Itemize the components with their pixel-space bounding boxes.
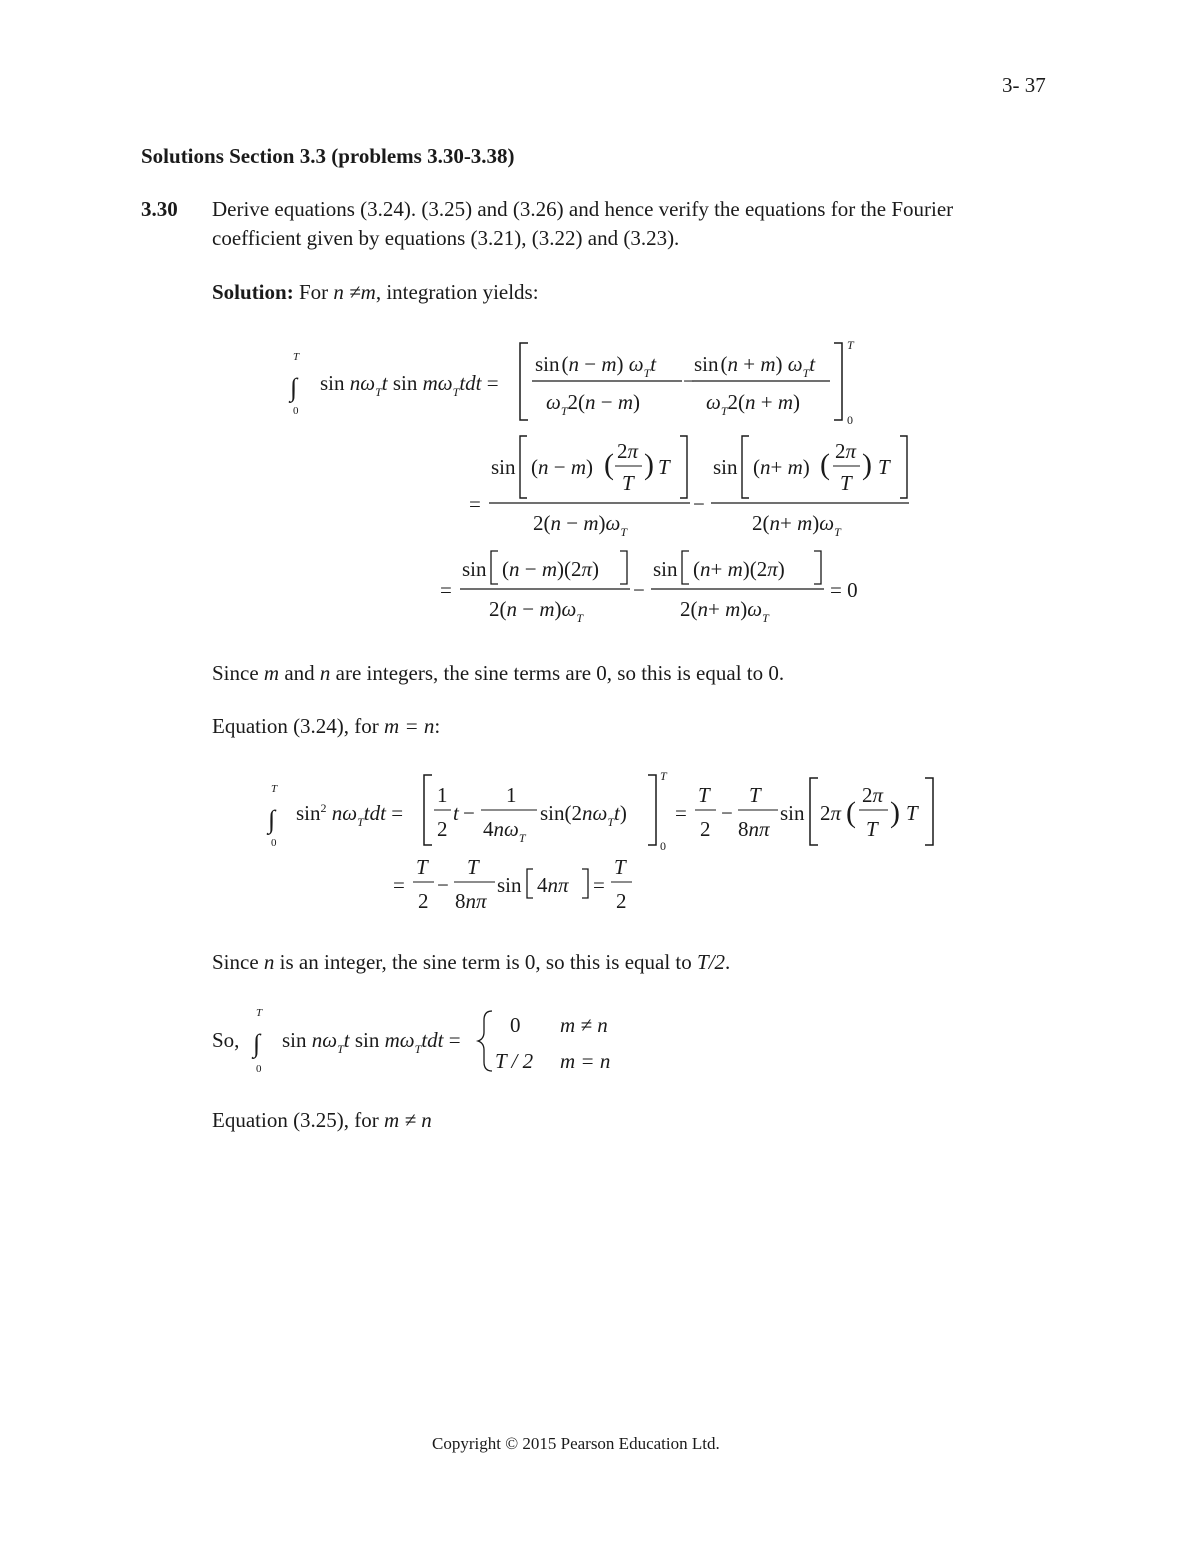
so-label: So, xyxy=(212,1028,240,1052)
svg-text:8nπ: 8nπ xyxy=(455,889,487,913)
svg-text:−: − xyxy=(633,578,645,602)
svg-text:sin2 nωTtdt =: $\sin^2 n\omega_Ttdt$ = xyxy=(296,801,404,829)
svg-text:sin: sin xyxy=(653,557,678,581)
case2-condition: m = n xyxy=(560,1049,611,1073)
svg-text:T: T xyxy=(749,783,761,807)
note2-post: . xyxy=(725,950,731,974)
case1-condition: m ≠ n xyxy=(560,1013,608,1037)
svg-text:0: 0 xyxy=(847,413,853,427)
svg-text:0: 0 xyxy=(256,1063,262,1075)
svg-text:2π: 2π xyxy=(820,801,842,825)
svg-text:=: = xyxy=(393,873,405,897)
svg-text:4nωT: $4n\omega_T$ xyxy=(483,817,526,845)
svg-text:−: − xyxy=(721,801,733,825)
section-title: Solutions Section 3.3 (problems 3.30-3.38) xyxy=(141,144,515,168)
svg-text:∫: ∫ xyxy=(268,805,276,834)
svg-text:sin: sin xyxy=(713,455,738,479)
eq324-post: : xyxy=(434,714,441,738)
svg-text:T: T xyxy=(840,471,852,495)
svg-text:sin: sin xyxy=(780,801,805,825)
svg-text:2: 2 xyxy=(418,889,429,913)
eq325-pre: Equation (3.25), for xyxy=(212,1108,385,1132)
svg-text:sin: sin xyxy=(491,455,516,479)
eq324-pre: Equation (3.24), for xyxy=(212,714,385,738)
svg-text:2: 2 xyxy=(437,817,448,841)
svg-text:−: − xyxy=(693,492,705,516)
svg-text:sin(n − m) ωTt: sin(n − m) $\omega_Tt$ xyxy=(535,352,657,380)
svg-text:T: T xyxy=(293,351,300,363)
problem-number: 3.30 xyxy=(141,197,178,221)
svg-text:=: = xyxy=(593,873,605,897)
svg-text:∫: ∫ xyxy=(253,1029,261,1058)
svg-text:2(n − m)ωT: $2(n - m)\omega_T$ xyxy=(533,511,628,539)
svg-text:T: T xyxy=(416,855,428,879)
note2-n: n xyxy=(263,950,275,974)
svg-text:T: T xyxy=(847,338,854,352)
solution-label: Solution: xyxy=(212,280,294,304)
svg-text:= 0: = 0 xyxy=(830,578,858,602)
note2-pre: Since xyxy=(212,950,264,974)
solution-intro-condition: n ≠m xyxy=(333,280,376,304)
svg-text:): ) xyxy=(644,448,654,481)
svg-text:T: T xyxy=(614,855,626,879)
svg-text:(n − m)(2π): (n − m)(2π) xyxy=(502,557,600,581)
case2-value: T / 2 xyxy=(495,1049,534,1073)
svg-text:=: = xyxy=(440,578,452,602)
svg-text:T: T xyxy=(660,769,667,783)
svg-text:): ) xyxy=(890,796,900,829)
svg-text:2: 2 xyxy=(616,889,627,913)
svg-text:2π: 2π xyxy=(835,439,857,463)
svg-text:(: ( xyxy=(846,796,856,829)
svg-text:=: = xyxy=(469,492,481,516)
svg-text:(n+ m)(2π): (n+ m)(2π) xyxy=(693,557,785,581)
svg-text:=: = xyxy=(675,801,687,825)
page-number: 3- 37 xyxy=(1002,73,1046,97)
svg-text:T: T xyxy=(658,455,670,479)
svg-text:1: 1 xyxy=(506,783,517,807)
svg-text:T: T xyxy=(622,471,634,495)
svg-text:ωT2(n + m): $\omega_T2(n + m)$ xyxy=(706,390,801,418)
eq325-condition: m ≠ n xyxy=(384,1108,432,1132)
svg-text:sin: sin xyxy=(497,873,522,897)
equation-3-25-heading xyxy=(212,1108,432,1133)
svg-text:sin: sin xyxy=(462,557,487,581)
svg-text:): ) xyxy=(862,448,872,481)
note2-value: T/2 xyxy=(697,950,726,974)
svg-text:T: T xyxy=(866,817,878,841)
note1-m: m xyxy=(263,661,280,685)
svg-text:−: − xyxy=(463,801,475,825)
svg-text:8nπ: 8nπ xyxy=(738,817,770,841)
svg-text:sin(2nωTt): $\sin(2n\omega_Tt)$ xyxy=(540,801,627,829)
svg-text:−: − xyxy=(683,369,695,393)
svg-text:2π: 2π xyxy=(617,439,639,463)
svg-text:T: T xyxy=(878,455,890,479)
svg-text:2π: 2π xyxy=(862,783,884,807)
svg-text:sin nωTt sin mωTtdt =: $\sin n\omega_Tt$ $\sin m\omega_Ttdt$ = xyxy=(282,1028,461,1056)
svg-text:ωT2(n − m): $\omega_T2(n - m)$ xyxy=(546,390,641,418)
svg-text:T: T xyxy=(467,855,479,879)
svg-text:sin(n + m) ωTt: sin(n + m) $\omega_Tt$ xyxy=(694,352,816,380)
svg-text:(: ( xyxy=(820,448,830,481)
svg-text:(: ( xyxy=(604,448,614,481)
svg-text:0: 0 xyxy=(293,405,299,417)
note1-pre: Since xyxy=(212,661,264,685)
svg-text:4nπ: 4nπ xyxy=(537,873,569,897)
note1-post: are integers, the sine terms are 0, so this is equal to 0. xyxy=(330,661,785,685)
svg-text:∫: ∫ xyxy=(290,373,298,402)
problem-text-line1: Derive equations (3.24). (3.25) and (3.26) and hence verify the equations for the Fourier xyxy=(212,197,954,221)
svg-text:t: t xyxy=(453,801,459,825)
svg-text:T: T xyxy=(256,1007,263,1019)
svg-text:0: 0 xyxy=(271,837,277,849)
svg-text:T: T xyxy=(698,783,710,807)
note1-mid: and xyxy=(279,661,320,685)
svg-text:2(n − m)ωT: $2(n - m)\omega_T$ xyxy=(489,597,584,625)
svg-text:1: 1 xyxy=(437,783,448,807)
copyright-footer: Copyright © 2015 Pearson Education Ltd. xyxy=(432,1434,720,1453)
svg-text:2: 2 xyxy=(700,817,711,841)
solution-intro-post: , integration yields: xyxy=(375,280,539,304)
note2-mid: is an integer, the sine term is 0, so this is equal to xyxy=(274,950,698,974)
svg-text:T: T xyxy=(271,783,278,795)
svg-text:(n+ m): (n+ m) xyxy=(753,455,810,479)
svg-text:2(n+ m)ωT: $2(n+ m)\omega_T$ xyxy=(752,511,841,539)
svg-text:−: − xyxy=(437,873,449,897)
problem-text-line2: coefficient given by equations (3.21), (3.22) and (3.23). xyxy=(212,226,680,250)
case1-value: 0 xyxy=(510,1013,521,1037)
eq324-condition: m = n xyxy=(384,714,435,738)
note1-n: n xyxy=(319,661,331,685)
svg-text:0: 0 xyxy=(660,839,666,853)
svg-text:(n − m): (n − m) xyxy=(531,455,594,479)
svg-text:2(n+ m)ωT: $2(n+ m)\omega_T$ xyxy=(680,597,769,625)
svg-text:sin nωTt sin mωTtdt =: $\sin n\omega_Tt$ $\sin m\omega_Ttdt$ = xyxy=(320,371,499,399)
svg-text:T: T xyxy=(906,801,918,825)
solution-intro-pre: For xyxy=(298,280,334,304)
